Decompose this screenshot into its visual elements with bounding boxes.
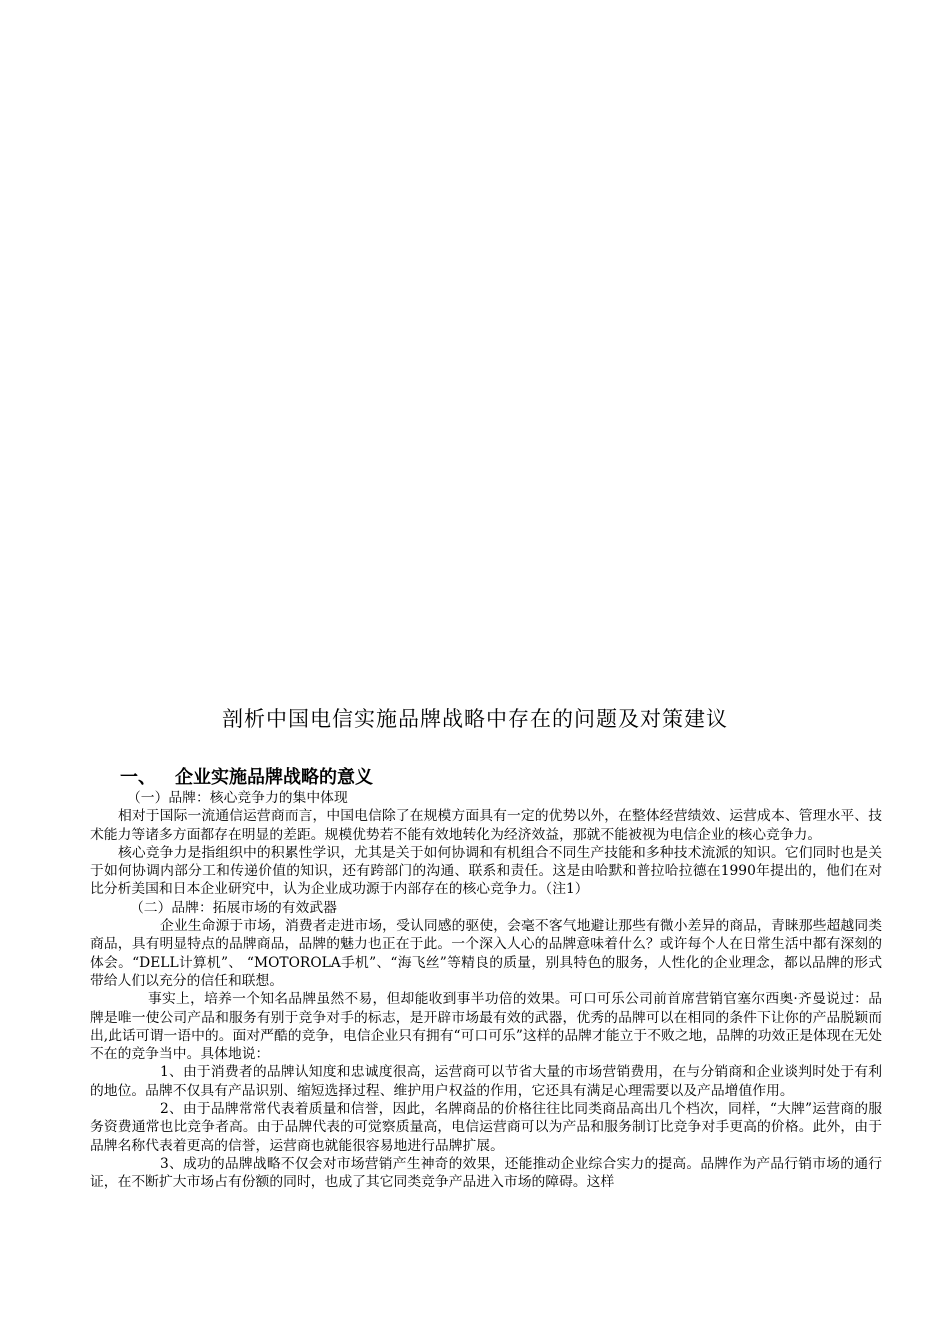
section-number: 一、 <box>120 767 156 788</box>
paragraph: 事实上，培养一个知名品牌虽然不易，但却能收到事半功倍的效果。可口可乐公司前首席营销官塞尔西奥·齐曼说过：品牌是唯一使公司产品和服务有别于竞争对手的标志，是开辟市场最有效的武器，优秀的品牌可以在相同的条件下让你的产品脱颖而出,此话可谓一语中的。面对严酷的竞争，电信企业只有拥有“可口可乐”这样的品牌才能立于不败之地，品牌的功效正是体现在无处不在的竞争当中。具体地说： <box>90 991 882 1063</box>
paragraph: 核心竞争力是指组织中的积累性学识，尤其是关于如何协调和有机组合不同生产技能和多种技术流派的知识。它们同时也是关于如何协调内部分工和传递价值的知识，还有跨部门的沟通、联系和责任。这是由哈默和普拉哈拉德在1990年提出的，他们在对比分析美国和日本企业研究中，认为企业成功源于内部存在的核心竞争力。（注1） <box>90 844 882 898</box>
list-item: 3、成功的品牌战略不仅会对市场营销产生神奇的效果，还能推动企业综合实力的提高。品牌作为产品行销市场的通行证，在不断扩大市场占有份额的同时，也成了其它同类竞争产品进入市场的障碍。这样 <box>90 1155 882 1191</box>
paragraph: 企业生命源于市场，消费者走进市场，受认同感的驱使，会毫不客气地避让那些有微小差异的商品，青睐那些超越同类商品，具有明显特点的品牌商品，品牌的魅力也正在于此。一个深入人心的品牌意味着什么？或许每个人在日常生活中都有深刻的体会。“DELL计算机”、 “MOTOROLA手机”、“海飞丝”等精良的质量，别具特色的服务，人性化的企业理念，都以品牌的形式带给人们以充分的信任和联想。 <box>90 918 882 989</box>
section-heading <box>120 763 373 789</box>
section-heading-text: 企业实施品牌战略的意义 <box>175 767 373 788</box>
subsection-heading: （二）品牌：拓展市场的有效武器 <box>130 899 337 916</box>
document-title: 剖析中国电信实施品牌战略中存在的问题及对策建议 <box>222 707 728 731</box>
document-body <box>90 789 882 1192</box>
subsection-heading: （一）品牌：核心竞争力的集中体现 <box>127 790 348 806</box>
list-item: 1、由于消费者的品牌认知度和忠诚度很高，运营商可以节省大量的市场营销费用，在与分销商和企业谈判时处于有利的地位。品牌不仅具有产品识别、缩短选择过程、维护用户权益的作用，它还具有满足心理需要以及产品增值作用。 <box>90 1064 882 1099</box>
list-item: 2、由于品牌常常代表着质量和信誉，因此，名牌商品的价格往往比同类商品高出几个档次，同样，“大牌”运营商的服务资费通常也比竞争者高。由于品牌代表的可觉察质量高，电信运营商可以为产品和服务制订比竞争对手更高的价格。此外，由于品牌名称代表着更高的信誉，运营商也就能很容易地进行品牌扩展。 <box>90 1101 882 1154</box>
paragraph: 相对于国际一流通信运营商而言，中国电信除了在规模方面具有一定的优势以外，在整体经营绩效、运营成本、管理水平、技术能力等诸多方面都存在明显的差距。规模优势若不能有效地转化为经济效益，那就不能被视为电信企业的核心竞争力。 <box>90 808 882 843</box>
